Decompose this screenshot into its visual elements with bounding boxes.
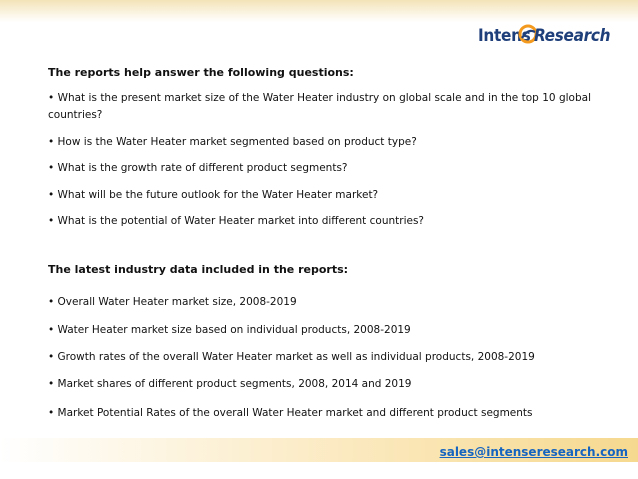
- logo-text-intens: Intens: [478, 26, 531, 46]
- list-item: • Overall Water Heater market size, 2008-2019: [48, 296, 297, 308]
- list-item: • How is the Water Heater market segmented based on product type?: [48, 136, 417, 148]
- list-item: • Water Heater market size based on individual products, 2008-2019: [48, 324, 411, 336]
- list-item: • Market Potential Rates of the overall Water Heater market and different product segments: [48, 407, 533, 419]
- company-logo: [476, 16, 611, 58]
- section-heading-questions: The reports help answer the following questions:: [48, 66, 354, 79]
- list-item: • What will be the future outlook for the Water Heater market?: [48, 189, 379, 201]
- list-item: • Market shares of different product segments, 2008, 2014 and 2019: [48, 378, 412, 390]
- list-item: • Growth rates of the overall Water Heater market as well as individual products, 2008-2019: [48, 351, 535, 363]
- list-item: • What is the growth rate of different product segments?: [48, 162, 348, 174]
- logo-text-research: Research: [534, 26, 611, 46]
- list-item: • What is the present market size of the Water Heater industry on global scale and in the top 10 global countries?: [48, 92, 591, 121]
- section-heading-data: The latest industry data included in the reports:: [48, 263, 349, 276]
- list-item: • What is the potential of Water Heater market into different countries?: [48, 215, 424, 227]
- contact-email-link[interactable]: sales@intenseresearch.com: [439, 445, 628, 459]
